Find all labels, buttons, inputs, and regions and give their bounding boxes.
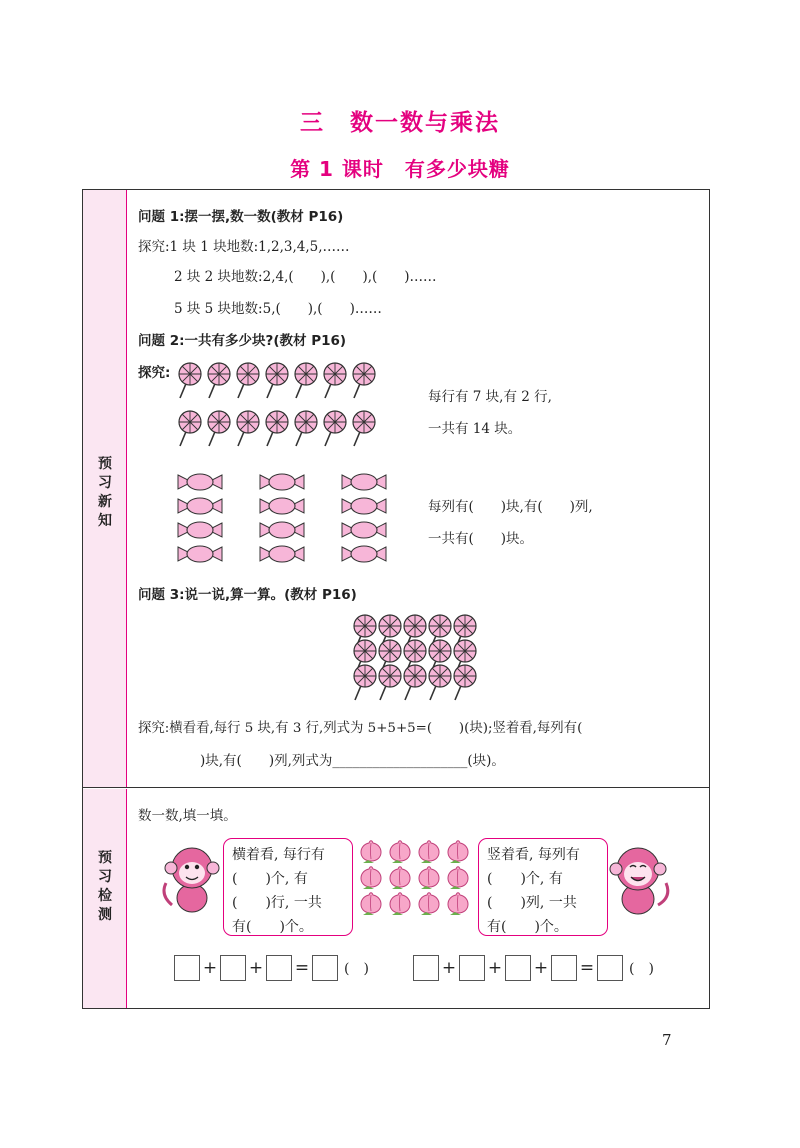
bubble-left-line-2: ( )个, 有 xyxy=(232,871,308,887)
bubble-left-line-3: ( )行, 一共 xyxy=(232,895,322,911)
question-2-title: 问题 2:一共有多少块?(教材 P16) xyxy=(138,333,347,349)
speech-bubble-left xyxy=(223,838,353,936)
plus-sign: + xyxy=(441,958,457,978)
plus-sign: + xyxy=(487,958,503,978)
equation-row-right xyxy=(413,955,654,981)
bubble-right-line-2: ( )个, 有 xyxy=(487,871,563,887)
equals-sign: = xyxy=(294,958,310,978)
page-number: 7 xyxy=(662,1031,672,1049)
lollipop-grid-14 xyxy=(172,358,397,458)
bubble-left-line-4: 有( )个。 xyxy=(232,919,313,935)
sidebar-preview-learning xyxy=(83,190,127,787)
wrapped-candy-grid-12 xyxy=(170,468,390,570)
bubble-right-line-1: 竖着看, 每列有 xyxy=(487,847,580,863)
candy-column-2 xyxy=(260,474,304,562)
q2-explore-label: 探究: xyxy=(138,365,171,381)
page-title: 三 数一数与乘法 xyxy=(300,110,500,136)
q2-text-total: 一共有 14 块。 xyxy=(428,421,522,437)
q1-line-1: 探究:1 块 1 块地数:1,2,3,4,5,…… xyxy=(138,239,350,255)
bubble-right-line-4: 有( )个。 xyxy=(487,919,568,935)
monkey-left-icon xyxy=(160,843,222,915)
unit-blank[interactable]: ( ) xyxy=(344,961,369,977)
bubble-right-line-3: ( )列, 一共 xyxy=(487,895,577,911)
answer-box[interactable] xyxy=(413,955,439,981)
lollipop-row-2 xyxy=(179,411,375,446)
sidebar-label-2: 预习检测 xyxy=(98,850,112,923)
answer-box[interactable] xyxy=(266,955,292,981)
answer-box[interactable] xyxy=(174,955,200,981)
lollipop-row-1 xyxy=(179,363,375,398)
lollipop-row-3 xyxy=(354,665,476,700)
q2-text-candy-total: 一共有( )块。 xyxy=(428,531,534,547)
answer-box[interactable] xyxy=(459,955,485,981)
plus-sign: + xyxy=(533,958,549,978)
answer-box[interactable] xyxy=(312,955,338,981)
q2-text-rows: 每行有 7 块,有 2 行, xyxy=(428,389,552,405)
equals-sign: = xyxy=(579,958,595,978)
section2-instruction: 数一数,填一填。 xyxy=(138,808,237,824)
answer-box[interactable] xyxy=(505,955,531,981)
answer-box[interactable] xyxy=(597,955,623,981)
equation-row-left xyxy=(174,955,369,981)
question-3-title: 问题 3:说一说,算一算。(教材 P16) xyxy=(138,587,357,603)
q1-line-2: 2 块 2 块地数:2,4,( ),( ),( )…… xyxy=(174,269,437,285)
question-1-title: 问题 1:摆一摆,数一数(教材 P16) xyxy=(138,209,344,225)
answer-box[interactable] xyxy=(220,955,246,981)
lollipop-grid-15 xyxy=(345,610,495,710)
bubble-left-line-1: 横着看, 每行有 xyxy=(232,847,325,863)
candy-column-1 xyxy=(178,474,222,562)
monkey-right-icon xyxy=(608,843,674,918)
peach-row-1 xyxy=(361,841,468,863)
lesson-subtitle: 第 1 课时 有多少块糖 xyxy=(290,157,510,181)
q3-line-1: 探究:横看看,每行 5 块,有 3 行,列式为 5+5+5=( )(块);竖着看,每列有( xyxy=(138,721,583,736)
sidebar-label-1: 预习新知 xyxy=(98,456,112,529)
peach-grid-12 xyxy=(356,838,478,920)
peach-row-3 xyxy=(361,893,468,915)
plus-sign: + xyxy=(248,958,264,978)
answer-box[interactable] xyxy=(551,955,577,981)
q2-text-columns: 每列有( )块,有( )列, xyxy=(428,499,593,515)
sidebar-preview-check xyxy=(83,789,127,1008)
candy-column-3 xyxy=(342,474,386,562)
q3-line-2: )块,有( )列,列式为____________________(块)。 xyxy=(200,753,505,769)
speech-bubble-right xyxy=(478,838,608,936)
plus-sign: + xyxy=(202,958,218,978)
q1-line-3: 5 块 5 块地数:5,( ),( )…… xyxy=(174,301,382,317)
peach-row-2 xyxy=(361,867,468,889)
unit-blank[interactable]: ( ) xyxy=(629,961,654,977)
section-divider xyxy=(82,787,710,788)
